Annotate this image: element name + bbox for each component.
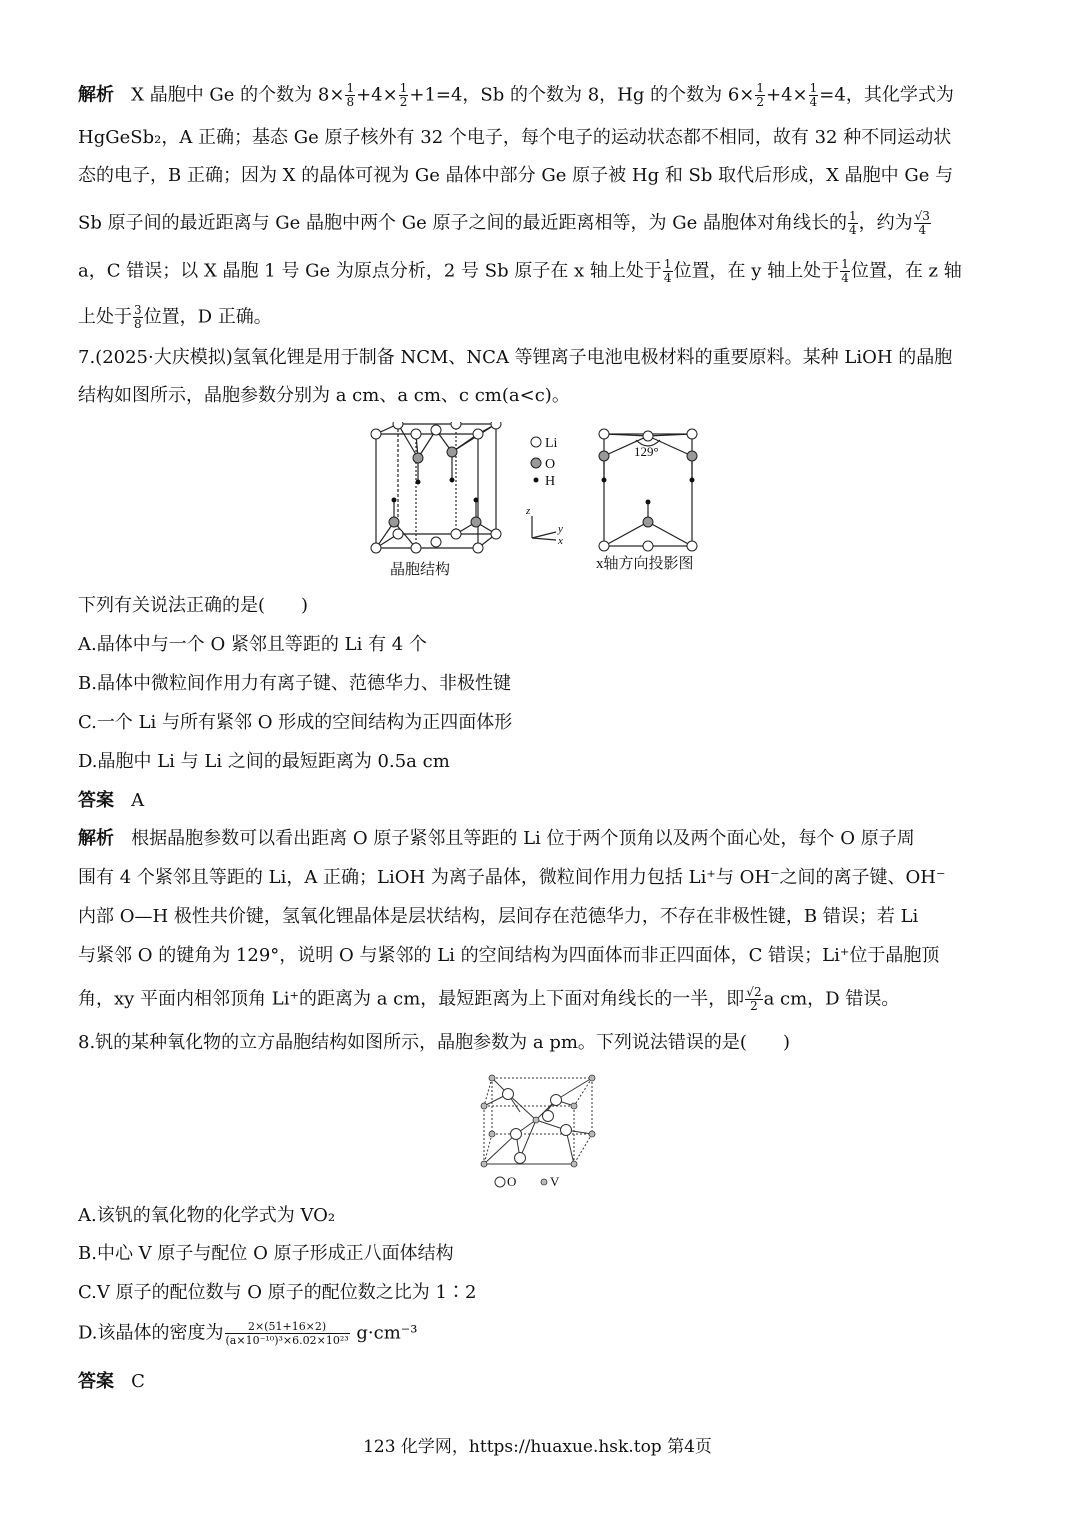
q7-stem-line-1: 7.(2025·大庆模拟)氢氧化锂是用于制备 NCM、NCA 等锂离子电池电极材料的重要原料。某种 LiOH 的晶胞 xyxy=(78,347,953,368)
q7-option-c: C.一个 Li 与所有紧邻 O 形成的空间结构为正四面体形 xyxy=(78,712,513,733)
lioh-crystal-figure xyxy=(360,422,720,582)
legend-h: H xyxy=(545,474,556,489)
q8-option-b: B.中心 V 原子与配位 O 原子形成正八面体结构 xyxy=(78,1243,454,1264)
density-fraction: $\frac{2\times(51+16\times 2)}{\text{(a×10⁻¹⁰)³×6.02×10²³}}$ xyxy=(225,1320,349,1347)
q6-analysis-line-1: 解析 X 晶胞中 Ge 的个数为 8× $\frac{1}{8}$ +4× $\frac{1}{2}$ +1=4，Sb 的个数为 8，Hg 的个数为 6× $\frac{1}{2}$ +4× $\frac{1}{4}$ =4，其化学式为 xyxy=(78,81,954,109)
q8-option-d: D.该晶体的密度为 $\frac{2\times(51+16\times 2)}{\text{(a×10⁻¹⁰)³×6.02×10²³}}$ g·cm⁻³ xyxy=(78,1320,418,1347)
fraction: $\frac{1}{2}$ xyxy=(399,81,408,109)
q8-answer: 答案 C xyxy=(78,1371,145,1392)
axis-x-label: x xyxy=(558,535,563,547)
q7-question: 下列有关说法正确的是( ) xyxy=(78,595,309,616)
axis-z-label: z xyxy=(526,505,531,517)
fraction: $\frac{1}{4}$ xyxy=(809,81,818,109)
answer-label: 答案 xyxy=(78,1371,114,1392)
q6-analysis-line-5: a，C 错误；以 X 晶胞 1 号 Ge 为原点分析，2 号 Sb 原子在 x 轴上处于 $\frac{1}{4}$ 位置，在 y 轴上处于 $\frac{1}{4}$ 位置，在 z 轴 xyxy=(78,257,962,285)
fraction: $\frac{3}{8}$ xyxy=(134,303,142,331)
legend-li: Li xyxy=(545,436,558,451)
q7-option-a: A.晶体中与一个 O 紧邻且等距的 Li 有 4 个 xyxy=(78,634,427,655)
q6-analysis-line-6: 上处于 $\frac{3}{8}$ 位置，D 正确。 xyxy=(78,303,272,331)
fraction: $\frac{1}{4}$ xyxy=(663,257,672,285)
fig-label-left: 晶胞结构 xyxy=(390,562,451,578)
analysis-label: 解析 xyxy=(78,828,114,849)
q7-analysis-line-1: 解析 根据晶胞参数可以看出距离 O 原子紧邻且等距的 Li 位于两个顶角以及两个面心处，每个 O 原子周 xyxy=(78,828,915,849)
axis-y-label: y xyxy=(558,523,563,535)
legend-o: O xyxy=(507,1174,517,1189)
answer-label: 答案 xyxy=(78,790,114,811)
q7-analysis-line-3: 内部 O—H 极性共价键，氢氧化锂晶体是层状结构，层间存在范德华力，不存在非极性键，B 错误；若 Li xyxy=(78,906,919,927)
fraction: $\frac{1}{4}$ xyxy=(849,209,857,237)
fraction: $\frac{√3}{4}$ xyxy=(914,209,930,237)
q7-stem-line-2: 结构如图所示，晶胞参数分别为 a cm、a cm、c cm(a<c)。 xyxy=(78,385,570,406)
angle-label: 129° xyxy=(634,444,659,459)
q6-analysis-line-3: 态的电子，B 正确；因为 X 的晶体可视为 Ge 晶体中部分 Ge 原子被 Hg 和 Sb 取代后形成，X 晶胞中 Ge 与 xyxy=(78,165,954,186)
q7-analysis-line-2: 围有 4 个紧邻且等距的 Li，A 正确；LiOH 为离子晶体，微粒间作用力包括 Li⁺与 OH⁻之间的离子键、OH⁻ xyxy=(78,867,946,888)
fig-label-right: x轴方向投影图 xyxy=(596,556,694,572)
q8-stem: 8.钒的某种氧化物的立方晶胞结构如图所示，晶胞参数为 a pm。下列说法错误的是( ) xyxy=(78,1032,790,1053)
q7-analysis-line-5: 角，xy 平面内相邻顶角 Li⁺的距离为 a cm，最短距离为上下面对角线长的一半，即 $\frac{√2}{2}$ a cm，D 错误。 xyxy=(78,985,900,1013)
q7-answer: 答案 A xyxy=(78,790,145,811)
q6-analysis-line-2: HgGeSb₂，A 正确；基态 Ge 原子核外有 32 个电子，每个电子的运动状态都不相同，故有 32 种不同运动状 xyxy=(78,127,952,148)
page-footer: 123 化学网，https://huaxue.hsk.top 第4页 xyxy=(363,1437,712,1457)
q7-option-b: B.晶体中微粒间作用力有离子键、范德华力、非极性键 xyxy=(78,673,511,694)
fraction: $\frac{1}{8}$ xyxy=(346,81,355,109)
vanadium-oxide-crystal-figure xyxy=(476,1072,606,1192)
q7-option-d: D.晶胞中 Li 与 Li 之间的最短距离为 0.5a cm xyxy=(78,751,450,772)
fraction: $\frac{1}{2}$ xyxy=(756,81,765,109)
legend-v: V xyxy=(550,1174,560,1189)
q7-analysis-line-4: 与紧邻 O 的键角为 129°，说明 O 与紧邻的 Li 的空间结构为四面体而非正四面体，C 错误；Li⁺位于晶胞顶 xyxy=(78,945,940,966)
q8-option-c: C.V 原子的配位数与 O 原子的配位数之比为 1∶2 xyxy=(78,1282,477,1303)
analysis-label: 解析 xyxy=(78,84,114,106)
legend-o: O xyxy=(545,457,556,472)
q6-analysis-line-4: Sb 原子间的最近距离与 Ge 晶胞中两个 Ge 原子之间的最近距离相等，为 Ge 晶胞体对角线长的 $\frac{1}{4}$ ，约为 $\frac{√3}{4}$ xyxy=(78,209,930,237)
fraction: $\frac{1}{4}$ xyxy=(841,257,849,285)
fraction: $\frac{√2}{2}$ xyxy=(746,985,762,1013)
q8-option-a: A.该钒的氧化物的化学式为 VO₂ xyxy=(78,1205,336,1226)
